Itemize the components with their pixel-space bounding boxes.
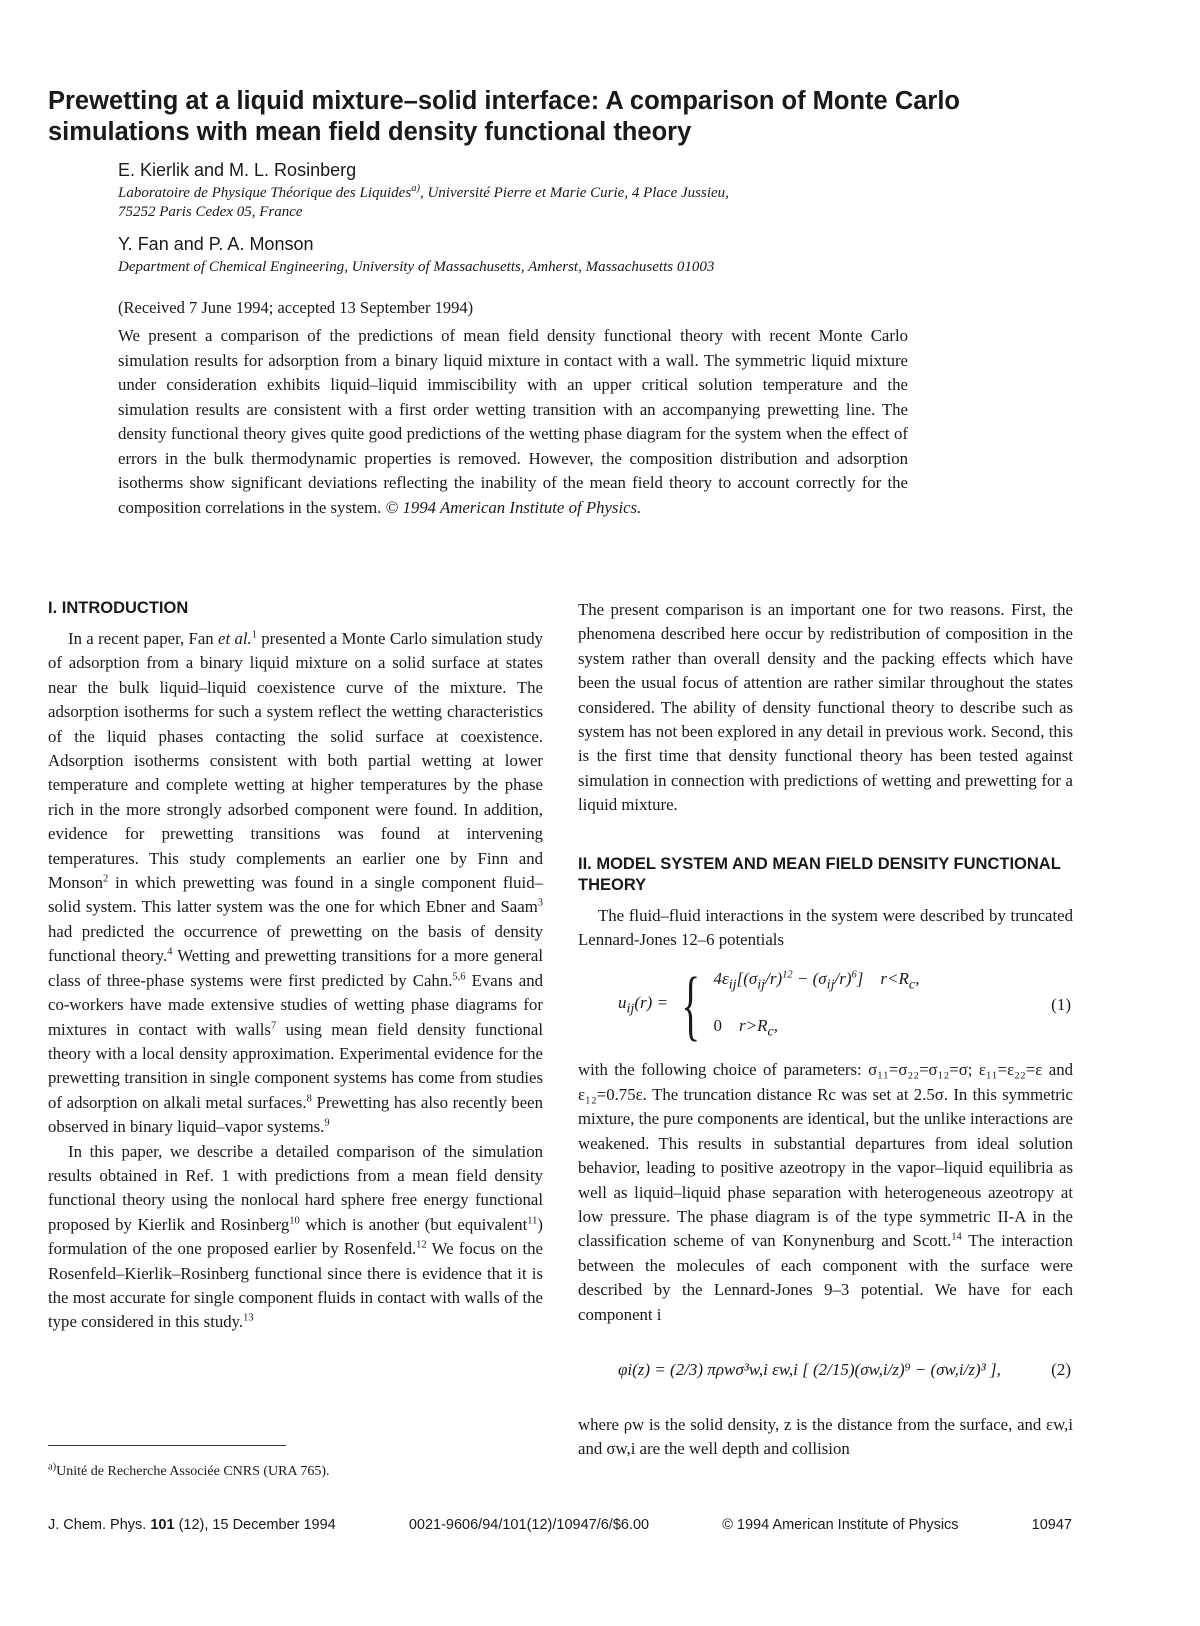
footer-code: 0021-9606/94/101(12)/10947/6/$6.00: [408, 1517, 650, 1533]
citation-ref: 14: [951, 1231, 962, 1243]
text-run: with the following choice of parameters: σ₁₁=σ₂₂=σ₁₂=σ; ε₁₁=ε₂₂=ε and ε₁₂=0.75ε. The truncation distance Rc was set at 2.5σ. In this symmetric mixture, the pure components are identical, but the unlike interactions are weakened. This results in substantial departures from ideal solution behavior, leading to positive azeotropy in the vapor–liquid equilibria as well as liquid–liquid phase separation with heterogeneous azeotropy at low pressure. The phase diagram is of the type symmetric II-A in the classification scheme of van Konynenburg and Scott.: [578, 1060, 1073, 1251]
citation-ref: 11: [527, 1215, 538, 1227]
eq1-exp: 12: [782, 969, 793, 981]
right-paragraph-3: [578, 1058, 1073, 1326]
section-heading-introduction: I. INTRODUCTION: [48, 599, 189, 617]
text-run: ) formulation of the one proposed earlier by Rosenfeld.: [48, 1214, 543, 1259]
right-paragraph-2: The fluid–fluid interactions in the system were described by truncated Lennard-Jones 12–6 potentials: [578, 905, 1073, 950]
equation-2: [578, 1335, 1073, 1405]
eq1-term: ,: [915, 968, 920, 988]
equation-1-number: (1): [1051, 995, 1071, 1015]
affiliation-1: [118, 184, 998, 222]
citation-ref: 10: [289, 1215, 300, 1227]
footnote-text: Unité de Recherche Associée CNRS (URA 765).: [56, 1464, 330, 1479]
text-run: Evans and co-workers have made extensive studies of wetting phase diagrams for mixtures in contact with walls: [48, 970, 544, 1039]
footer-issue-date: (12), 15 December 1994: [174, 1517, 336, 1533]
citation-ref: 7: [270, 1019, 277, 1031]
equation-2-number: (2): [1051, 1359, 1071, 1379]
eq1-sub: c: [767, 1023, 774, 1040]
citation-ref: 4: [167, 946, 173, 958]
eq1-lhs: [618, 991, 668, 1021]
footnote-divider: [48, 1445, 286, 1446]
text-run: presented a Monte Carlo simulation study of adsorption from a binary liquid mixture on a solid surface at states near the bulk liquid–liquid coexistence curve of the mixture. The adsorption isotherms for such a system reflect the wetting characteristics of the liquid phases contacting the solid surface at coexistence. Adsorption isotherms consistent with both partial wetting at lower temperature and complete wetting at higher temperatures by the phase rich in the more strongly adsorbed component were found. In addition, evidence for prewetting transitions was found at intervening temperatures. This study complements an earlier one by Finn and Monson: [48, 629, 543, 893]
citation-ref: 5,6: [452, 971, 466, 983]
eq1-condition: r<R: [880, 968, 909, 988]
footer-copyright: © 1994 American Institute of Physics: [722, 1517, 959, 1533]
eq1-case-1: [714, 967, 920, 997]
eq1-term: ]: [856, 968, 864, 988]
text-run: In a recent paper, Fan: [68, 629, 219, 648]
citation-ref: 9: [324, 1117, 330, 1129]
text-run: In this paper, we describe a detailed comparison of the simulation results obtained in Ref. 1 with predictions from a mean field density functional theory using the nonlocal hard sphere free energy functional proposed by Kierlik and Rosinberg: [48, 1141, 543, 1234]
text-run: which is another (but equivalent: [299, 1214, 528, 1234]
authors-group-2: Y. Fan and P. A. Monson: [118, 234, 314, 254]
text-run: et al.: [218, 629, 252, 648]
left-column: [48, 598, 543, 1335]
footnote-mark: a): [48, 1461, 57, 1473]
eq1-term: 0: [713, 1016, 722, 1036]
authors-group-1: E. Kierlik and M. L. Rosinberg: [118, 160, 357, 180]
affiliation-1-lab: Laboratoire de Physique Théorique des Liquides: [118, 185, 412, 201]
citation-ref: 2: [103, 873, 109, 885]
text-run: had predicted the occurrence of prewetting on the basis of density functional theory.: [48, 921, 543, 966]
footer-journal: [48, 1517, 336, 1533]
eq1-lhs-sub: ij: [626, 999, 635, 1016]
eq1-term: 4ε: [713, 968, 729, 988]
eq1-sub: ij: [728, 976, 737, 993]
eq1-lhs-u: u: [618, 992, 627, 1012]
eq1-sub: ij: [757, 976, 766, 993]
eq1-case-2: [714, 1014, 920, 1044]
eq1-lhs-tail: (r) =: [634, 992, 669, 1012]
eq1-term: /r): [765, 968, 783, 988]
left-brace-icon: {: [681, 961, 701, 1049]
right-column: [578, 598, 1073, 1462]
citation-ref: 8: [306, 1093, 312, 1105]
affiliation-2: Department of Chemical Engineering, University of Massachusetts, Amherst, Massachusetts 01003: [118, 259, 715, 275]
right-paragraph-4: where ρw is the solid density, z is the distance from the surface, and εw,i and σw,i are the well depth and collision: [578, 1414, 1073, 1459]
eq1-cases: [714, 967, 920, 1045]
intro-paragraph-2: [48, 1140, 543, 1335]
eq1-sub: c: [908, 976, 916, 993]
eq1-exp: 6: [851, 969, 857, 981]
equation-1-body: [578, 961, 920, 1049]
abstract-text: We present a comparison of the predictions of mean field density functional theory with recent Monte Carlo simulation results for adsorption from a binary liquid mixture in contact with a wall. The symmetric liquid mixture under consideration exhibits liquid–liquid immiscibility with an upper critical solution temperature and the simulation results are consistent with a first order wetting transition with an accompanying prewetting line. The density functional theory gives quite good predictions of the wetting phase diagram for the system when the effect of errors in the bulk thermodynamic properties is removed. However, the composition distribution and adsorption isotherms show significant deviations reflecting the inability of the mean field theory to account correctly for the composition correlations in the system.: [118, 326, 908, 517]
citation-ref: 12: [416, 1239, 427, 1251]
citation-ref: 13: [243, 1312, 254, 1324]
eq1-condition: r>R: [739, 1016, 768, 1036]
text-run: using mean field density functional theory with a local density approximation. Experimental evidence for the prewetting transition in single component systems has come from studies of adsorption on alkali metal surfaces.: [48, 1019, 543, 1112]
text-run: Prewetting has also recently been observed in binary liquid–vapor systems.: [48, 1092, 543, 1137]
citation-ref: 1: [251, 629, 257, 641]
affiliation-1-address: 75252 Paris Cedex 05, France: [118, 204, 303, 220]
article-title: Prewetting at a liquid mixture–solid interface: A comparison of Monte Carlo simulations with mean field density functional theory: [48, 87, 960, 146]
intro-paragraph-1: [48, 627, 543, 1140]
right-paragraph-1: The present comparison is an important one for two reasons. First, the phenomena described here occur by redistribution of composition in the system rather than overall density and the packing effects which have been the usual focus of attention are rather similar throughout the states considered. The ability of density functional theory to describe such as system has not been explored in any detail in previous work. Second, this is the first time that density functional theory has been tested against simulation in connection with predictions of wetting and prewetting for a liquid mixture.: [578, 600, 1073, 815]
eq1-term: /r): [834, 968, 852, 988]
text-run: in which prewetting was found in a single component fluid–solid system. This latter system was the one for which Ebner and Saam: [48, 873, 543, 917]
eq1-term: − (σ: [792, 968, 827, 988]
section-heading-model: II. MODEL SYSTEM AND MEAN FIELD DENSITY FUNCTIONAL THEORY: [578, 854, 1061, 894]
equation-2-body: φi(z) = (2/3) πρwσ³w,i εw,i [ (2/15)(σw,i/z)⁹ − (σw,i/z)³ ],: [618, 1359, 1001, 1379]
citation-ref: 3: [537, 897, 543, 909]
equation-1: [578, 960, 1073, 1050]
affiliation-1-footnote-mark: a): [411, 183, 420, 194]
abstract-copyright: © 1994 American Institute of Physics.: [385, 497, 642, 517]
eq1-term: ,: [773, 1016, 779, 1036]
received-dates: (Received 7 June 1994; accepted 13 September 1994): [118, 298, 474, 317]
affiliation-1-university: , Université Pierre et Marie Curie, 4 Place Jussieu,: [419, 185, 729, 201]
footer-volume: 101: [150, 1517, 175, 1533]
abstract: [118, 324, 908, 520]
footnote: [48, 1461, 330, 1480]
eq1-sub: ij: [826, 976, 835, 993]
footer-journal-name: J. Chem. Phys.: [48, 1517, 151, 1533]
page-footer: [48, 1517, 1078, 1533]
eq1-term: [(σ: [736, 968, 758, 988]
text-run: Wetting and prewetting transitions for a more general class of three-phase systems were first predicted by Cahn.: [48, 946, 543, 990]
text-run: The interaction between the molecules of each component with the surface were described by the Lennard-Jones 9–3 potential. We have for each component i: [578, 1231, 1073, 1324]
text-run: We focus on the Rosenfeld–Kierlik–Rosinberg functional since there is evidence that it is the most accurate for single component fluids in contact with walls of the type considered in this study.: [48, 1239, 543, 1332]
footer-page-number: 10947: [1031, 1517, 1072, 1533]
